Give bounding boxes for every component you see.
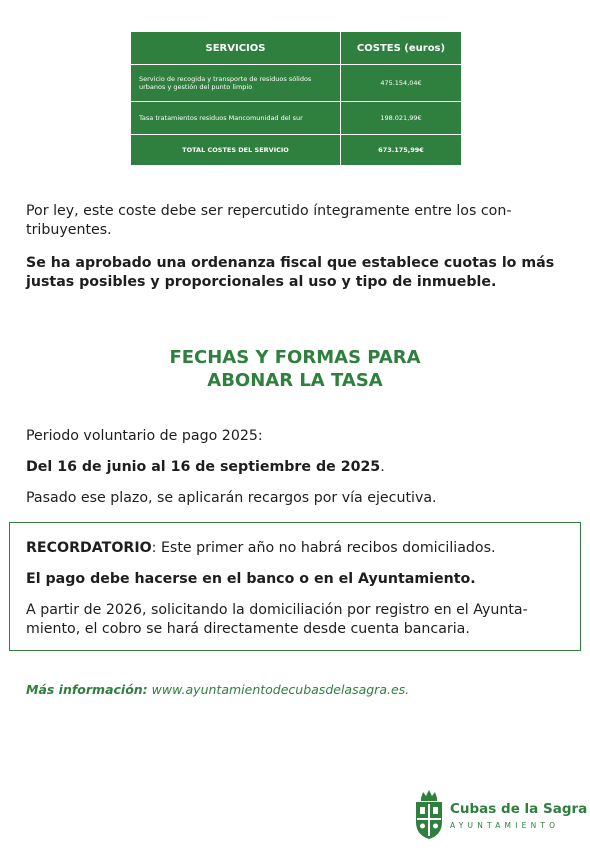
law-paragraph: Por ley, este coste debe ser repercutido íntegramente entre los con-tribuyentes.: [26, 203, 512, 238]
section-heading: [0, 346, 590, 392]
total-cost: 673.175,99€: [341, 135, 462, 166]
table-total-row: [131, 135, 462, 166]
ordinance-paragraph: Se ha aprobado una ordenanza fiscal que establece cuotas lo más justas posibles y proporcionales al uso y tipo de inmueble.: [26, 255, 555, 290]
municipality-logo: [413, 788, 588, 842]
total-label: TOTAL COSTES DEL SERVICIO: [131, 135, 341, 166]
bank-payment-paragraph: El pago debe hacerse en el banco o en el Ayuntamiento.: [26, 571, 476, 587]
payment-period-label: Periodo voluntario de pago 2025:: [26, 428, 263, 444]
costs-table: [130, 31, 462, 166]
costs-table-header: [131, 32, 462, 65]
payment-dates-text: Del 16 de junio al 16 de septiembre de 2025: [26, 459, 381, 475]
reminder-text: : Este primer año no habrá recibos domiciliados.: [151, 540, 496, 556]
header-costs: COSTES (euros): [341, 32, 462, 65]
table-row: [131, 102, 462, 135]
heading-line-2: ABONAR LA TASA: [207, 370, 383, 391]
table-row: [131, 65, 462, 102]
payment-dates: [26, 458, 571, 477]
more-info: [26, 682, 409, 697]
service-name: Servicio de recogida y transporte de residuos sólidos urbanos y gestión del punto limpio: [131, 65, 341, 102]
logo-name: Cubas de la Sagra: [450, 801, 588, 817]
direct-debit-paragraph: A partir de 2026, solicitando la domiciliación por registro en el Ayunta-miento, el cobro se hará directamente desde cuenta bancaria.: [26, 602, 528, 637]
service-cost: 475.154,04€: [341, 65, 462, 102]
service-cost: 198.021,99€: [341, 102, 462, 135]
reminder-label: RECORDATORIO: [26, 540, 152, 556]
service-name: Tasa tratamientos residuos Mancomunidad del sur: [131, 102, 341, 135]
coat-of-arms-icon: [413, 788, 445, 840]
late-payment-note: Pasado ese plazo, se aplicarán recargos por vía ejecutiva.: [26, 490, 437, 506]
heading-line-1: FECHAS Y FORMAS PARA: [169, 347, 421, 368]
header-services: SERVICIOS: [131, 32, 341, 65]
reminder-box: [9, 522, 581, 651]
payment-dates-suffix: .: [380, 459, 385, 475]
reminder-paragraph: [26, 539, 566, 558]
logo-subtitle: AYUNTAMIENTO: [450, 821, 560, 830]
more-info-link[interactable]: www.ayuntamientodecubasdelasagra.es.: [151, 682, 410, 697]
more-info-label: Más información:: [26, 682, 148, 697]
